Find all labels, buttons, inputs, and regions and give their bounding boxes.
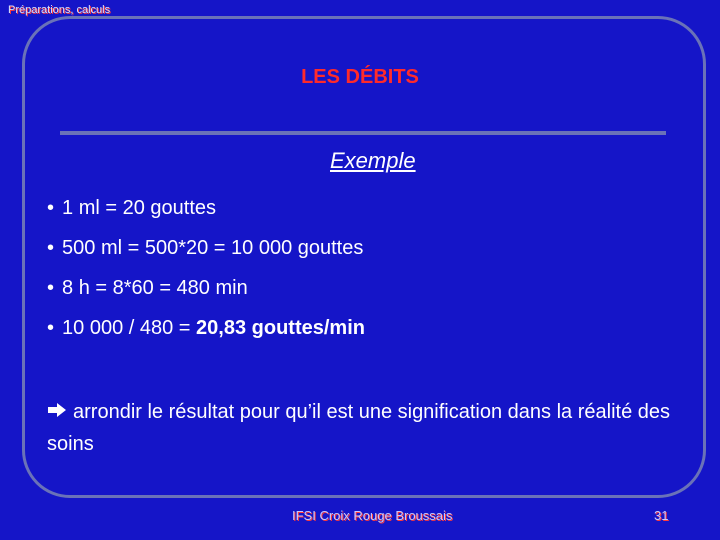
list-item — [47, 276, 365, 316]
bullet-marker: • — [47, 237, 55, 259]
conclusion — [47, 396, 692, 460]
slide-subtitle: Exemple — [330, 148, 416, 173]
list-item — [47, 196, 365, 236]
header-label: Préparations, calculs — [8, 4, 111, 16]
bullet-text: 500 ml = 500*20 = 10 000 gouttes — [62, 237, 364, 259]
right-arrow-icon — [47, 396, 67, 428]
bullet-marker: • — [47, 197, 55, 219]
title-divider — [60, 131, 666, 135]
list-item — [47, 316, 365, 356]
bullet-marker: • — [47, 317, 55, 339]
bullet-marker: • — [47, 277, 55, 299]
conclusion-text: arrondir le résultat pour qu’il est une signification dans la réalité des soins — [47, 401, 671, 455]
list-item — [47, 236, 365, 276]
slide-title: LES DÉBITS — [301, 66, 419, 88]
bullet-text: 10 000 / 480 = — [62, 317, 197, 339]
bullet-result: 20,83 gouttes/min — [196, 317, 365, 339]
bullet-text: 8 h = 8*60 = 480 min — [62, 277, 248, 299]
bullet-text: 1 ml = 20 gouttes — [62, 197, 216, 219]
page-number: 31 — [654, 508, 669, 523]
footer-organization: IFSI Croix Rouge Broussais — [292, 508, 453, 523]
bullet-list — [47, 196, 365, 356]
